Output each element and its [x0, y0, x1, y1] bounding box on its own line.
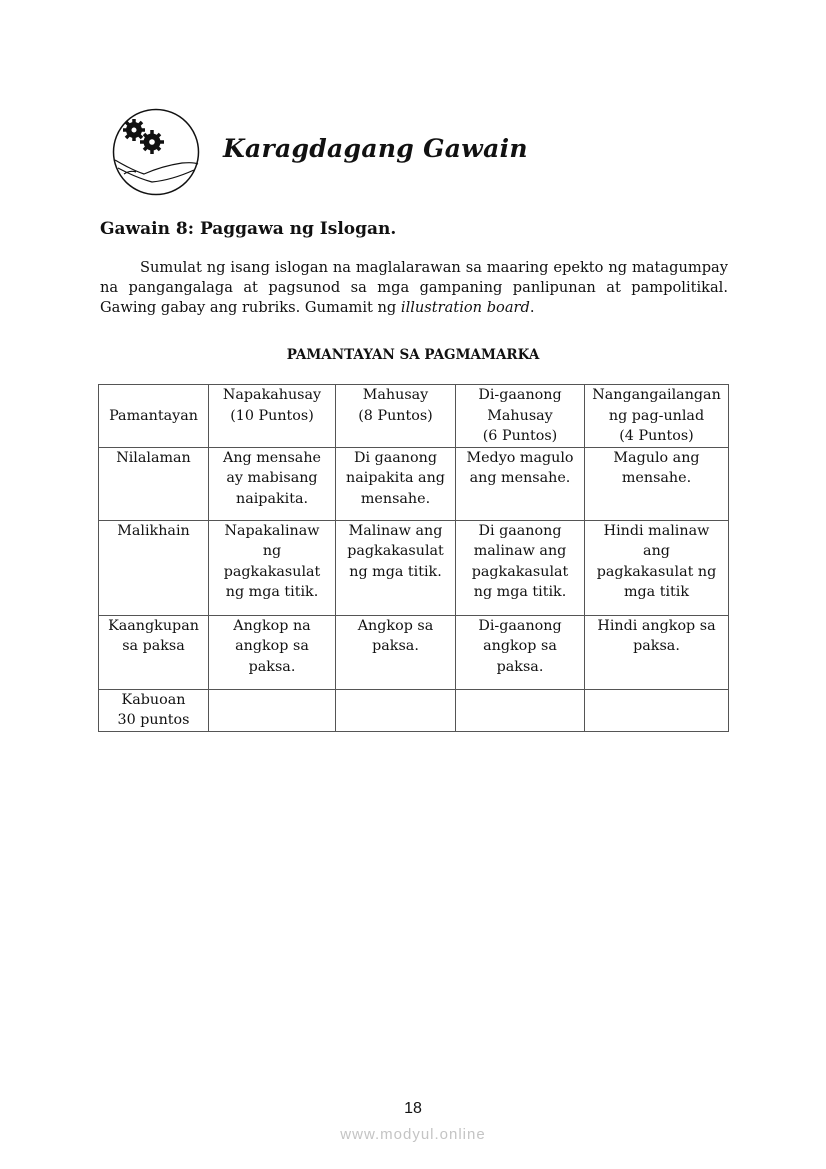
table-cell: Angkop na angkop sa paksa.	[209, 615, 336, 689]
header-cell: Napakahusay (10 Puntos)	[209, 385, 336, 448]
criteria-cell: Malikhain	[99, 520, 209, 615]
header-cell: Pamantayan	[99, 385, 209, 448]
table-cell	[336, 689, 456, 731]
criteria-cell: Kabuoan 30 puntos	[99, 689, 209, 731]
table-cell: Di gaanong naipakita ang mensahe.	[336, 447, 456, 520]
instructions-text: Gawing gabay ang rubriks. Gumamit ng	[100, 299, 401, 316]
criteria-cell: Kaangkupan sa paksa	[99, 615, 209, 689]
table-cell	[209, 689, 336, 731]
instructions-italic: illustration board	[400, 299, 530, 316]
instructions-end: .	[529, 299, 535, 316]
rubric-table	[98, 384, 729, 732]
page-number: 18	[404, 1100, 422, 1117]
table-cell: Hindi malinaw ang pagkakasulat ng mga titik	[585, 520, 729, 615]
table-row	[99, 447, 729, 520]
table-cell: Medyo magulo ang mensahe.	[456, 447, 585, 520]
rubric-caption: PAMANTAYAN SA PAGMAMARKA	[286, 347, 540, 363]
table-cell	[456, 689, 585, 731]
watermark: www.modyul.online	[340, 1126, 486, 1143]
header-cell: Nangangailangan ng pag-unlad (4 Puntos)	[585, 385, 729, 448]
table-cell: Malinaw ang pagkakasulat ng mga titik.	[336, 520, 456, 615]
header-cell: Mahusay (8 Puntos)	[336, 385, 456, 448]
table-row	[99, 520, 729, 615]
table-row	[99, 615, 729, 689]
table-cell: Magulo ang mensahe.	[585, 447, 729, 520]
table-header-row	[99, 385, 729, 448]
table-cell: Di-gaanong angkop sa paksa.	[456, 615, 585, 689]
table-cell: Di gaanong malinaw ang pagkakasulat ng mga titik.	[456, 520, 585, 615]
criteria-cell: Nilalaman	[99, 447, 209, 520]
table-cell	[585, 689, 729, 731]
activity-heading: Gawain 8: Paggawa ng Islogan.	[100, 219, 397, 239]
instructions-line: Sumulat ng isang islogan na maglalarawan sa maaring epekto ng matagumpay	[140, 259, 728, 276]
section-title: Karagdagang Gawain	[223, 134, 528, 163]
header-cell: Di-gaanong Mahusay (6 Puntos)	[456, 385, 585, 448]
instructions-line-last	[100, 298, 728, 318]
table-cell: Napakalinaw ng pagkakasulat ng mga titik.	[209, 520, 336, 615]
table-cell: Ang mensahe ay mabisang naipakita.	[209, 447, 336, 520]
instructions	[100, 258, 728, 318]
table-cell: Angkop sa paksa.	[336, 615, 456, 689]
instructions-line: na pangangalaga at pagsunod sa mga gampaning panlipunan at pampolitikal.	[100, 279, 728, 296]
table-cell: Hindi angkop sa paksa.	[585, 615, 729, 689]
gears-hand-icon	[112, 108, 200, 196]
table-row-total	[99, 689, 729, 731]
